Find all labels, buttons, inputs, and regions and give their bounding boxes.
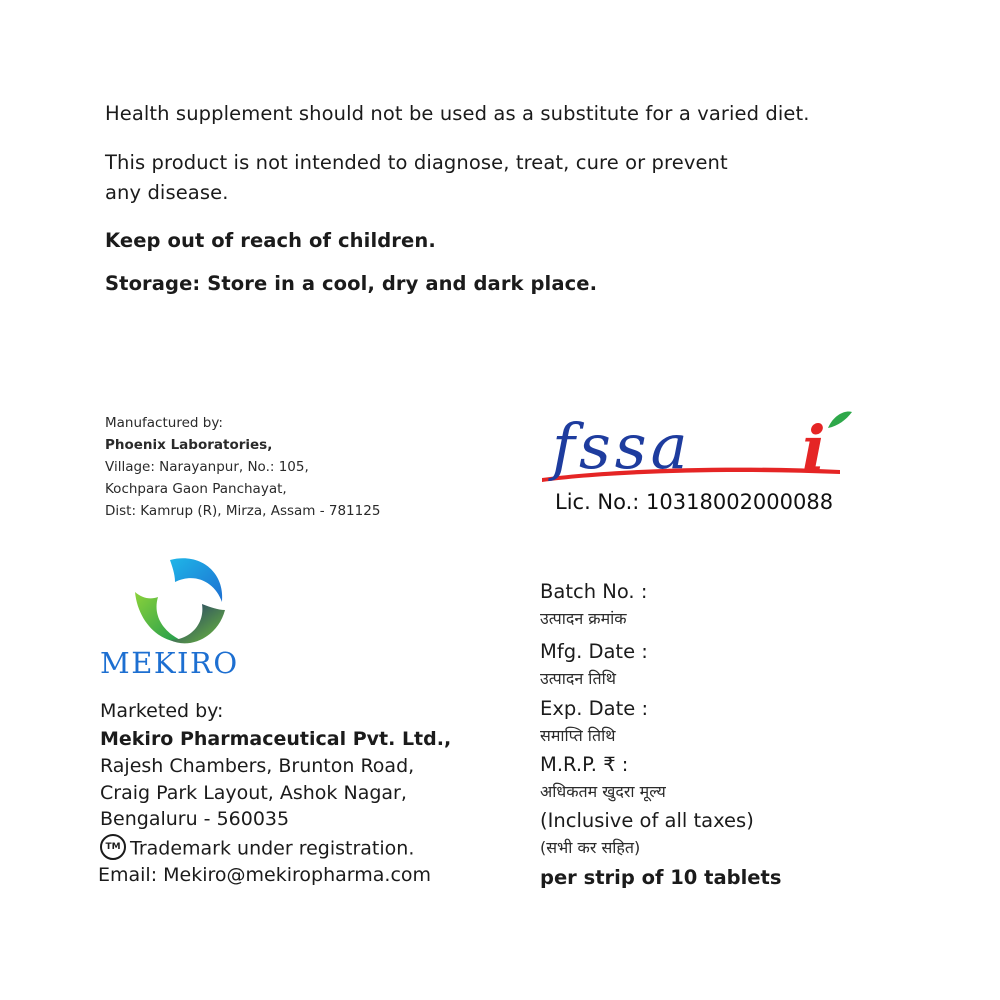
manufacturer-block	[105, 412, 380, 522]
trademark-text: Trademark under registration.	[130, 837, 415, 860]
fssai-license-number: Lic. No.: 10318002000088	[555, 490, 834, 514]
trademark-note	[100, 836, 414, 862]
fssai-logo-i: i	[802, 412, 826, 485]
mfg-date-label: Mfg. Date :	[540, 640, 648, 663]
manufacturer-heading: Manufactured by:	[105, 415, 223, 431]
marketer-name: Mekiro Pharmaceutical Pvt. Ltd.,	[100, 728, 452, 750]
mekiro-logo-icon	[130, 552, 230, 652]
advisory-children: Keep out of reach of children.	[105, 229, 436, 252]
batch-label: Batch No. :	[540, 580, 648, 603]
mrp-label: M.R.P. ₹ :	[540, 753, 629, 776]
exp-date-label-hindi: समाप्ति तिथि	[540, 726, 616, 745]
mrp-label-hindi: अधिकतम खुदरा मूल्य	[540, 782, 666, 801]
tax-note-hindi: (सभी कर सहित)	[540, 838, 641, 857]
trademark-icon: TM	[100, 834, 126, 860]
manufacturer-address-1: Village: Narayanpur, No.: 105,	[105, 459, 309, 475]
advisory-any-disease: any disease.	[105, 181, 229, 204]
mekiro-wordmark: MEKIRO	[100, 646, 239, 680]
marketer-address-3: Bengaluru - 560035	[100, 808, 290, 830]
batch-label-hindi: उत्पादन क्रमांक	[540, 609, 627, 628]
fssai-logo	[540, 408, 860, 488]
advisory-not-intended: This product is not intended to diagnose, treat, cure or prevent	[105, 151, 728, 174]
per-strip-note: per strip of 10 tablets	[540, 866, 782, 889]
marketer-address-2: Craig Park Layout, Ashok Nagar,	[100, 782, 407, 804]
fssai-leaf-icon	[828, 412, 852, 428]
manufacturer-address-3: Dist: Kamrup (R), Mirza, Assam - 781125	[105, 503, 381, 519]
tax-note: (Inclusive of all taxes)	[540, 809, 754, 832]
manufacturer-name: Phoenix Laboratories,	[105, 437, 273, 453]
fssai-logo-text: fssa	[552, 410, 692, 483]
marketer-email: Email: Mekiro@mekiropharma.com	[98, 864, 432, 886]
manufacturer-address-2: Kochpara Gaon Panchayat,	[105, 481, 287, 497]
mfg-date-label-hindi: उत्पादन तिथि	[540, 669, 616, 688]
exp-date-label: Exp. Date :	[540, 697, 649, 720]
marketer-heading: Marketed by:	[100, 700, 224, 722]
marketer-address-1: Rajesh Chambers, Brunton Road,	[100, 755, 415, 777]
advisory-storage: Storage: Store in a cool, dry and dark place.	[105, 272, 598, 295]
advisory-diet: Health supplement should not be used as a substitute for a varied diet.	[105, 102, 810, 125]
